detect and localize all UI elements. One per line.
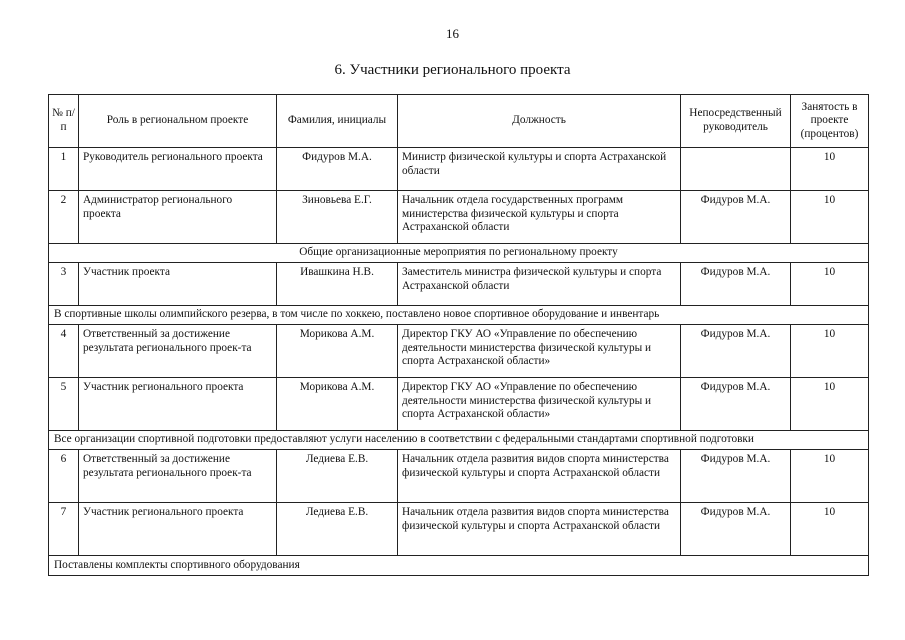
cell-position: Заместитель министра физической культуры и спорта Астраханской области [398, 263, 681, 306]
section-row [49, 306, 869, 325]
cell-load: 10 [791, 325, 869, 378]
table-row [49, 191, 869, 244]
header-position: Должность [398, 95, 681, 148]
cell-role: Руководитель регионального проекта [79, 148, 277, 191]
table-row [49, 148, 869, 191]
section-row [49, 556, 869, 576]
table-header-row [49, 95, 869, 148]
cell-num: 2 [49, 191, 79, 244]
cell-load: 10 [791, 503, 869, 556]
cell-surname: Зиновьева Е.Г. [277, 191, 398, 244]
section-title: Поставлены комплекты спортивного оборудования [49, 556, 869, 576]
cell-head [681, 148, 791, 191]
cell-position: Директор ГКУ АО «Управление по обеспечению деятельности министерства физической культуры и спорта Астраханской области» [398, 378, 681, 431]
header-head: Непосредственный руководитель [681, 95, 791, 148]
cell-load: 10 [791, 263, 869, 306]
cell-head: Фидуров М.А. [681, 450, 791, 503]
participants-table [48, 94, 869, 576]
cell-surname: Морикова А.М. [277, 325, 398, 378]
cell-role: Участник проекта [79, 263, 277, 306]
cell-surname: Фидуров М.А. [277, 148, 398, 191]
cell-position: Министр физической культуры и спорта Астраханской области [398, 148, 681, 191]
cell-num: 1 [49, 148, 79, 191]
cell-surname: Морикова А.М. [277, 378, 398, 431]
header-role: Роль в региональном проекте [79, 95, 277, 148]
section-row [49, 244, 869, 263]
cell-role: Ответственный за достижение результата регионального проек-та [79, 450, 277, 503]
cell-load: 10 [791, 148, 869, 191]
header-load: Занятость в проекте (процентов) [791, 95, 869, 148]
section-row [49, 431, 869, 450]
page-number: 16 [446, 26, 459, 41]
cell-num: 6 [49, 450, 79, 503]
cell-role: Участник регионального проекта [79, 378, 277, 431]
cell-position: Директор ГКУ АО «Управление по обеспечению деятельности министерства физической культуры и спорта Астраханской области» [398, 325, 681, 378]
section-title: В спортивные школы олимпийского резерва, в том числе по хоккею, поставлено новое спортивное оборудование и инвентарь [49, 306, 869, 325]
cell-head: Фидуров М.А. [681, 325, 791, 378]
section-title: Общие организационные мероприятия по региональному проекту [49, 244, 869, 263]
cell-num: 4 [49, 325, 79, 378]
cell-head: Фидуров М.А. [681, 191, 791, 244]
cell-role: Ответственный за достижение результата регионального проек-та [79, 325, 277, 378]
cell-role: Участник регионального проекта [79, 503, 277, 556]
cell-load: 10 [791, 378, 869, 431]
table-row [49, 325, 869, 378]
cell-load: 10 [791, 450, 869, 503]
cell-position: Начальник отдела развития видов спорта министерства физической культуры и спорта Астраханской области [398, 503, 681, 556]
cell-num: 5 [49, 378, 79, 431]
cell-position: Начальник отдела государственных программ министерства физической культуры и спорта Астраханской области [398, 191, 681, 244]
section-title: Все организации спортивной подготовки предоставляют услуги населению в соответствии с федеральными стандартами спортивной подготовки [49, 431, 869, 450]
page-title: 6. Участники регионального проекта [334, 62, 571, 78]
cell-surname: Ледиева Е.В. [277, 450, 398, 503]
cell-head: Фидуров М.А. [681, 378, 791, 431]
cell-surname: Ледиева Е.В. [277, 503, 398, 556]
cell-num: 7 [49, 503, 79, 556]
header-num: № п/п [49, 95, 79, 148]
table-row [49, 503, 869, 556]
header-surname: Фамилия, инициалы [277, 95, 398, 148]
cell-head: Фидуров М.А. [681, 503, 791, 556]
cell-num: 3 [49, 263, 79, 306]
table-row [49, 263, 869, 306]
table-row [49, 378, 869, 431]
cell-position: Начальник отдела развития видов спорта министерства физической культуры и спорта Астраханской области [398, 450, 681, 503]
cell-head: Фидуров М.А. [681, 263, 791, 306]
cell-load: 10 [791, 191, 869, 244]
cell-surname: Ивашкина Н.В. [277, 263, 398, 306]
table-row [49, 450, 869, 503]
cell-role: Администратор регионального проекта [79, 191, 277, 244]
